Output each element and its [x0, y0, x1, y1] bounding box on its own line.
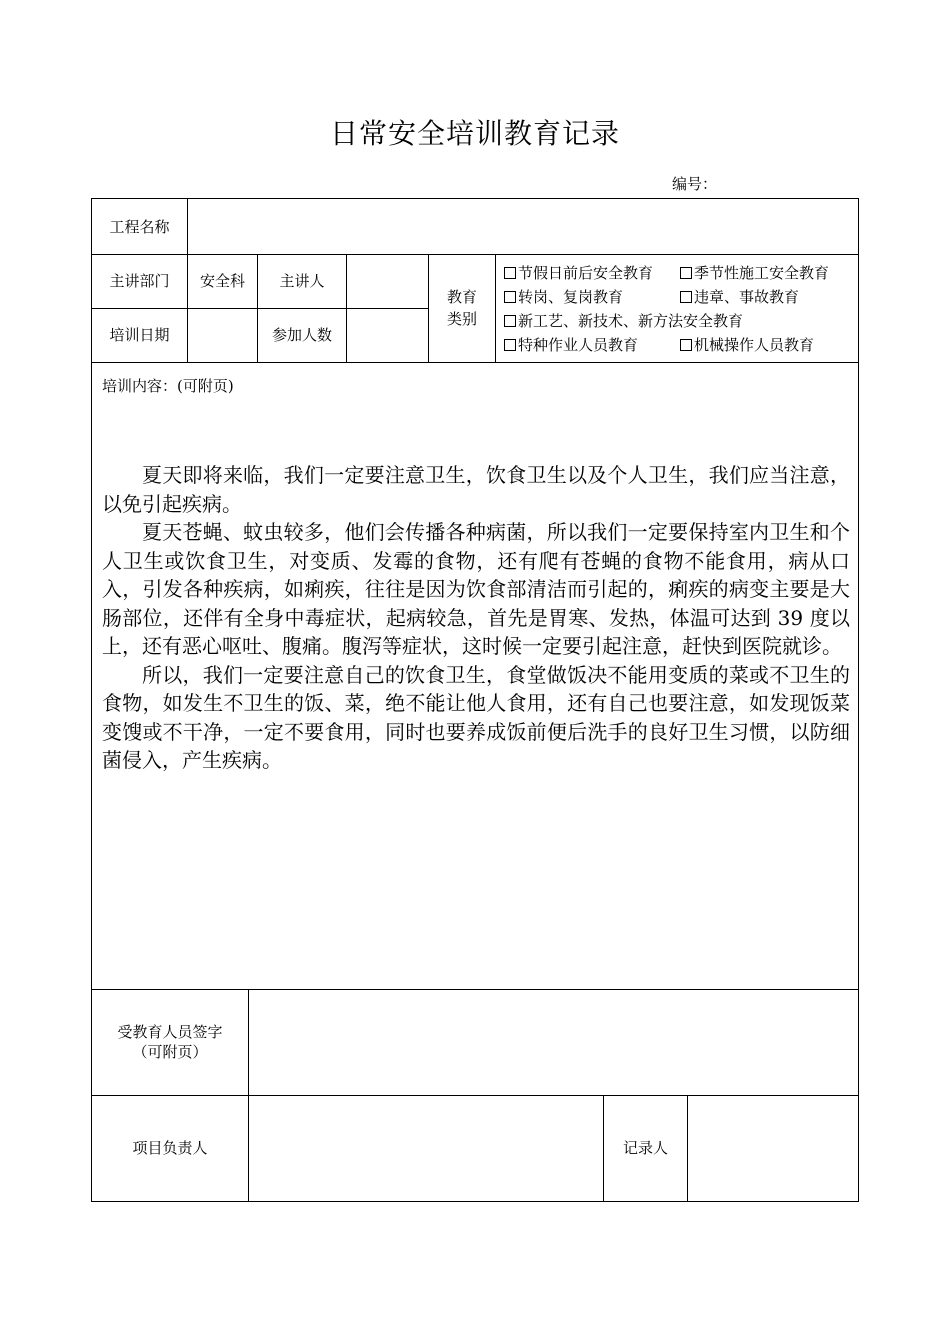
content-paragraph: 夏天即将来临，我们一定要注意卫生，饮食卫生以及个人卫生，我们应当注意，以免引起疾病。	[102, 463, 850, 516]
signature-label	[92, 989, 248, 1095]
signature-field[interactable]	[249, 989, 858, 1095]
dept-label: 主讲部门	[109, 272, 170, 290]
checkbox-icon	[504, 339, 516, 351]
checkbox-icon	[680, 339, 692, 351]
edu-type-options	[504, 261, 860, 357]
training-content	[102, 461, 850, 775]
project-name-label: 工程名称	[109, 217, 170, 236]
manager-field[interactable]	[249, 1095, 603, 1201]
speaker-field[interactable]	[347, 254, 428, 308]
date-label: 培训日期	[109, 326, 170, 344]
recorder-label: 记录人	[622, 1139, 668, 1157]
edu-type-label	[429, 254, 495, 362]
training-record-form	[91, 198, 859, 1202]
edu-option-special-work[interactable]: 特种作业人员教育	[504, 333, 638, 357]
content-label: 培训内容：(可附页)	[102, 377, 234, 395]
attendees-field[interactable]	[347, 308, 428, 362]
checkbox-icon	[504, 291, 516, 303]
document-number-label: 编号：	[672, 175, 718, 193]
checkbox-icon	[680, 291, 692, 303]
signature-label-line1: 受教育人员签字	[117, 1023, 223, 1041]
edu-option-violation[interactable]: 违章、事故教育	[680, 285, 799, 309]
edu-option-machinery[interactable]: 机械操作人员教育	[680, 333, 814, 357]
document-title: 日常安全培训教育记录	[329, 117, 620, 150]
date-field[interactable]	[188, 308, 257, 362]
manager-label: 项目负责人	[132, 1139, 208, 1157]
dept-value[interactable]: 安全科	[199, 272, 245, 290]
checkbox-icon	[680, 267, 692, 279]
signature-label-line2: （可附页）	[132, 1043, 208, 1061]
edu-option-seasonal[interactable]: 季节性施工安全教育	[680, 261, 829, 285]
checkbox-icon	[504, 267, 516, 279]
edu-type-label-line2: 类别	[446, 310, 477, 328]
project-name-field[interactable]	[188, 199, 858, 254]
edu-type-label-line1: 教育	[446, 288, 477, 306]
speaker-label: 主讲人	[279, 272, 325, 290]
edu-option-transfer[interactable]: 转岗、复岗教育	[504, 285, 623, 309]
content-paragraph: 夏天苍蝇、蚊虫较多，他们会传播各种病菌，所以我们一定要保持室内卫生和个人卫生或饮食卫生，对变质、发霉的食物，还有爬有苍蝇的食物不能食用，病从口入，引发各种疾病，如痢疾，往往是因为饮食部清洁而引起的，痢疾的病变主要是大肠部位，还伴有全身中毒症状，起病较急，首先是胃寒、发热，体温可达到 39 度以上，还有恶心呕吐、腹痛。腹泻等症状，这时候一定要引起注意，赶快到医院就诊。	[102, 520, 850, 658]
checkbox-icon	[504, 315, 516, 327]
attendees-label: 参加人数	[271, 326, 332, 344]
recorder-field[interactable]	[688, 1095, 858, 1201]
edu-option-new-tech[interactable]: 新工艺、新技术、新方法安全教育	[504, 309, 743, 333]
edu-option-holiday[interactable]: 节假日前后安全教育	[504, 261, 653, 285]
content-paragraph: 所以，我们一定要注意自己的饮食卫生，食堂做饭决不能用变质的菜或不卫生的食物，如发生不卫生的饭、菜，绝不能让他人食用，还有自己也要注意，如发现饭菜变馊或不干净，一定不要食用，同时也要养成饭前便后洗手的良好卫生习惯，以防细菌侵入，产生疾病。	[102, 662, 850, 772]
